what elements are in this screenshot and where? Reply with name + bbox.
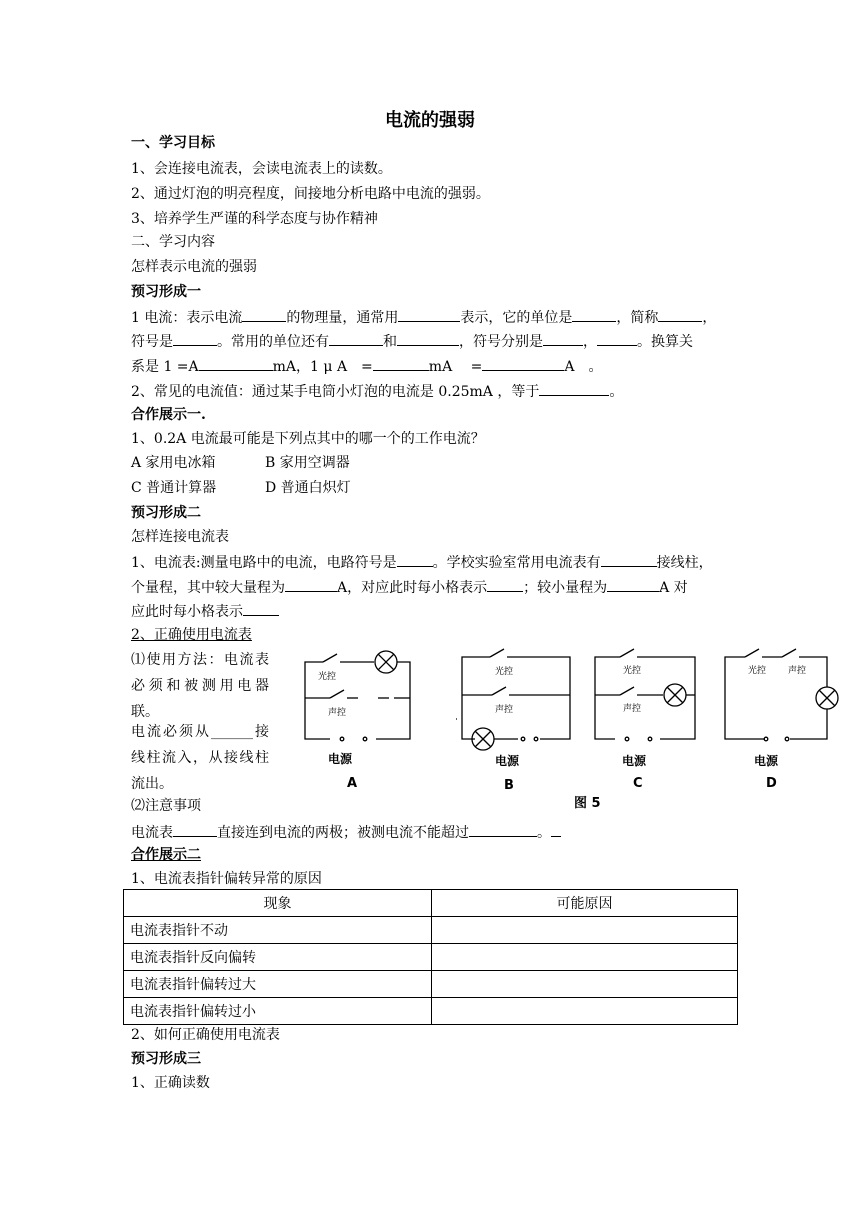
- pointer-reason-table: [123, 889, 738, 1025]
- switch-label: 光控: [495, 667, 514, 677]
- circuit-b: [456, 649, 570, 793]
- ammeter-p1: [131, 551, 713, 571]
- answer-blank[interactable]: [543, 330, 583, 346]
- ammeter-p2: [131, 576, 688, 596]
- answer-blank[interactable]: [607, 576, 659, 592]
- answer-blank[interactable]: [601, 551, 657, 567]
- table-row: [124, 917, 738, 944]
- answer-blank[interactable]: [482, 355, 564, 371]
- table-cell: 电流表指针偏转过小: [124, 998, 432, 1025]
- answer-blank[interactable]: [243, 600, 279, 616]
- column-header: 可能原因: [432, 890, 738, 917]
- goal-3: 3、培养学生严谨的科学态度与协作精神: [131, 211, 378, 227]
- switch-label: 光控: [318, 672, 337, 682]
- text: 符号是: [131, 334, 173, 350]
- answer-blank[interactable]: [487, 576, 523, 592]
- source-label: 电源: [495, 754, 520, 768]
- option-b: B 家用空调器: [265, 455, 350, 471]
- text: ，: [702, 310, 717, 326]
- coop1-question: 1、0.2A 电流最可能是下列点其中的哪一个的工作电流？: [131, 431, 485, 447]
- table-cell[interactable]: [432, 971, 738, 998]
- goal-2: 2、通过灯泡的明亮程度，间接地分析电路中电流的强弱。: [131, 186, 490, 202]
- item-correct-use: 2、正确使用电流表: [131, 627, 252, 643]
- text: 直接连到电流的两极；被测电流不能超过: [217, 825, 469, 841]
- figure-caption: 图 5: [574, 796, 601, 811]
- switch-label: 声控: [623, 704, 642, 714]
- text: A 对: [659, 580, 688, 596]
- source-label: 电源: [328, 752, 353, 766]
- page-title: 电流的强弱: [385, 110, 475, 131]
- q1-line3: [131, 355, 603, 375]
- table-row: [124, 971, 738, 998]
- circuit-d: [725, 649, 838, 791]
- ammeter-rule: [131, 821, 561, 841]
- text: mA，1 μ A =: [272, 359, 373, 375]
- heading-preview-2: 预习形成二: [131, 505, 201, 521]
- answer-blank[interactable]: [397, 330, 459, 346]
- answer-blank[interactable]: [173, 821, 217, 837]
- text: A，对应此时每小格表示: [337, 580, 488, 596]
- answer-blank[interactable]: [572, 306, 616, 322]
- table-row: [124, 998, 738, 1025]
- circuit-diagrams-figure: [290, 635, 860, 815]
- usage-method: ⑴使用方法：电流表必须和被测用电器联。: [131, 652, 269, 720]
- answer-blank[interactable]: [551, 821, 561, 837]
- table-row: [124, 944, 738, 971]
- heading-preview-1: 预习形成一: [131, 284, 201, 300]
- table-cell[interactable]: [432, 944, 738, 971]
- circuit-a: [305, 651, 410, 791]
- table-cell[interactable]: [432, 917, 738, 944]
- answer-blank[interactable]: [658, 306, 702, 322]
- text: ，符号分别是: [459, 334, 543, 350]
- option-a: A 家用电冰箱: [131, 455, 216, 471]
- answer-blank[interactable]: [539, 380, 609, 396]
- section-heading-goals: 一、学习目标: [131, 135, 215, 151]
- text: 。常用的单位还有: [217, 334, 329, 350]
- notes-heading: ⑵注意事项: [131, 798, 201, 814]
- text: 的物理量，通常用: [286, 310, 399, 326]
- text: 。学校实验室常用电流表有: [432, 555, 601, 571]
- table-header-row: [124, 890, 738, 917]
- text: 系是 1 =A: [131, 359, 199, 375]
- text: 。: [537, 825, 551, 841]
- answer-blank[interactable]: [329, 330, 383, 346]
- text: 。: [609, 384, 624, 400]
- text: mA =: [428, 359, 483, 375]
- answer-blank[interactable]: [242, 306, 286, 322]
- table-cell: 电流表指针不动: [124, 917, 432, 944]
- subheading-current-strength: 怎样表示电流的强弱: [131, 259, 257, 275]
- text: A 。: [564, 359, 603, 375]
- text: 表示，它的单位是: [460, 310, 573, 326]
- circuit-c: [595, 649, 695, 791]
- switch-label: 声控: [495, 705, 514, 715]
- option-d: D 普通白炽灯: [265, 480, 351, 496]
- answer-blank[interactable]: [373, 355, 429, 371]
- column-header: 现象: [124, 890, 432, 917]
- text: 电流表: [131, 825, 173, 841]
- text: ，简称: [616, 310, 659, 326]
- switch-label: 光控: [623, 666, 642, 676]
- q1-line2: [131, 330, 693, 350]
- subheading-connect-ammeter: 怎样连接电流表: [131, 529, 229, 545]
- answer-blank[interactable]: [397, 551, 433, 567]
- answer-blank[interactable]: [597, 330, 637, 346]
- circuit-label: C: [633, 776, 643, 791]
- coop2-item2: 2、如何正确使用电流表: [131, 1027, 280, 1043]
- ammeter-p3: [131, 600, 279, 620]
- section-heading-content: 二、学习内容: [131, 234, 215, 250]
- heading-coop-1: 合作展示一.: [131, 407, 206, 423]
- heading-preview-3: 预习形成三: [131, 1051, 201, 1067]
- source-label: 电源: [622, 754, 647, 768]
- q1-line1: [131, 306, 716, 326]
- circuit-label: B: [504, 778, 514, 793]
- text: ，: [583, 334, 597, 350]
- text: 。换算关: [637, 334, 693, 350]
- text: 2、常见的电流值：通过某手电筒小灯泡的电流是 0.25mA ，等于: [131, 384, 540, 400]
- text: 和: [383, 334, 397, 350]
- switch-label: 声控: [788, 666, 807, 676]
- table-cell: 电流表指针反向偏转: [124, 944, 432, 971]
- answer-blank[interactable]: [199, 355, 273, 371]
- text: 1 电流：表示电流: [131, 310, 243, 326]
- current-flow-rule: 电流必须从______接线柱流入，从接线柱流出。: [131, 724, 269, 792]
- text: 1、电流表:测量电路中的电流，电路符号是: [131, 555, 397, 571]
- answer-blank[interactable]: [173, 330, 217, 346]
- circuit-label: A: [347, 776, 358, 791]
- table-cell: 电流表指针偏转过大: [124, 971, 432, 998]
- switch-label: 声控: [328, 708, 347, 718]
- source-label: 电源: [754, 754, 779, 768]
- option-c: C 普通计算器: [131, 480, 217, 496]
- answer-blank[interactable]: [469, 821, 537, 837]
- text: 接线柱，: [656, 555, 713, 571]
- table-cell[interactable]: [432, 998, 738, 1025]
- text: 应此时每小格表示: [131, 604, 243, 620]
- switch-label: 光控: [748, 666, 767, 676]
- heading-coop-2: 合作展示二: [131, 847, 201, 863]
- circuit-label: D: [766, 776, 777, 791]
- text: ；较小量程为: [523, 580, 608, 596]
- pre3-item1: 1、正确读数: [131, 1075, 210, 1091]
- coop2-item1: 1、电流表指针偏转异常的原因: [131, 871, 322, 887]
- q2-common-current: [131, 380, 623, 400]
- text: 个量程，其中较大量程为: [131, 580, 285, 596]
- goal-1: 1、会连接电流表，会读电流表上的读数。: [131, 161, 392, 177]
- answer-blank[interactable]: [285, 576, 337, 592]
- answer-blank[interactable]: [398, 306, 460, 322]
